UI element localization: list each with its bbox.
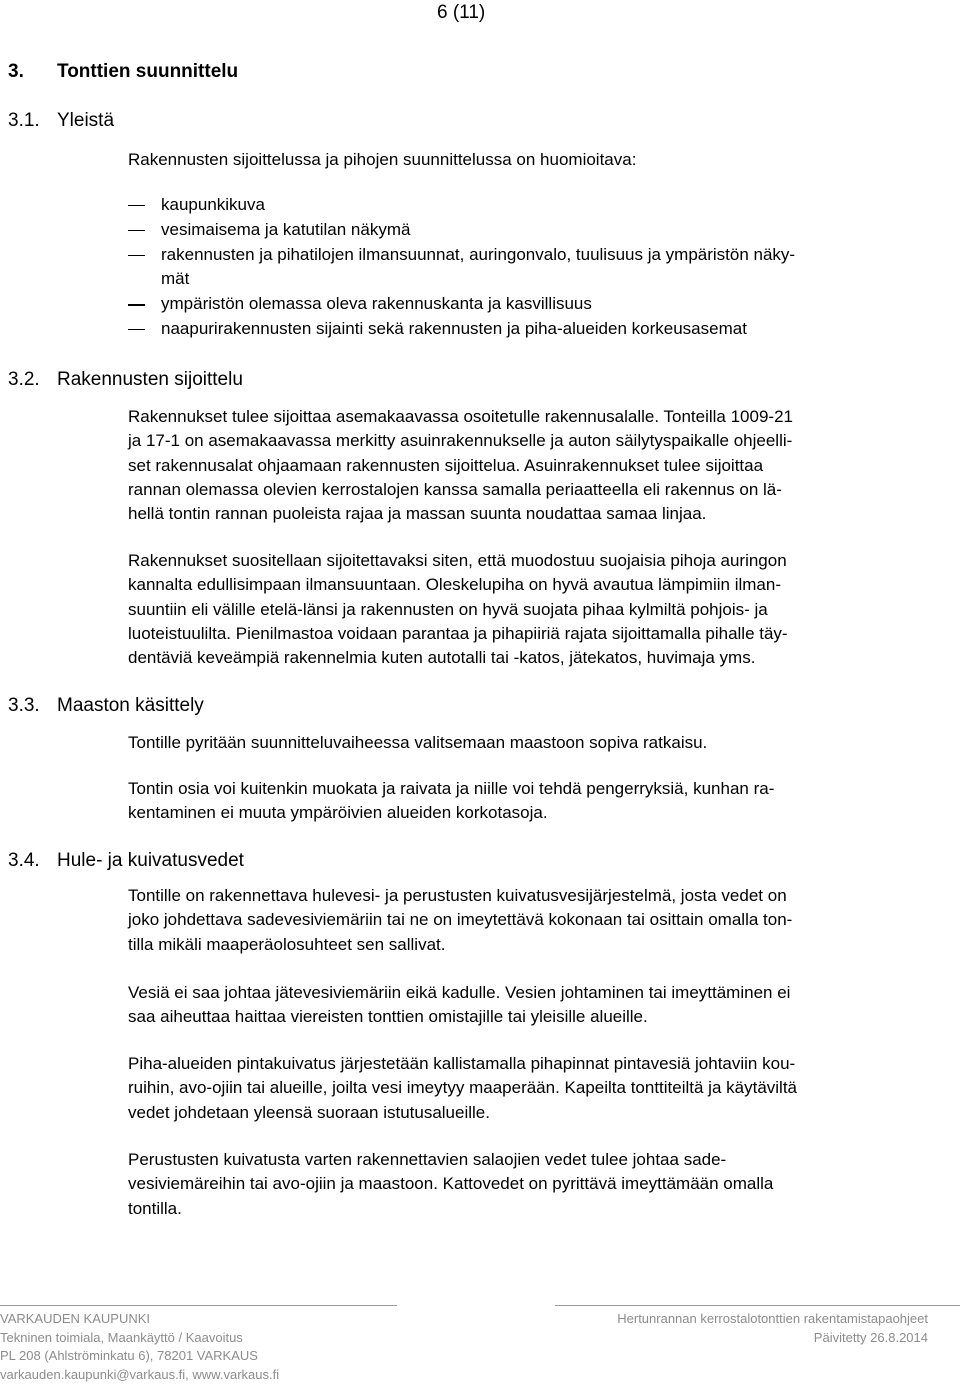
footer-document-info — [617, 1310, 928, 1347]
section-heading-3-4 — [8, 850, 244, 872]
paragraph: Tontin osia voi kuitenkin muokata ja raivata ja niille voi tehdä pengerryksiä, kunhan ra- kentaminen ei muuta ympäröivien alueiden korkotasoja. — [128, 777, 960, 826]
section-title: Maaston käsittely — [57, 695, 204, 716]
dash-bullet-icon — [128, 205, 145, 206]
section-number: 3.1. — [8, 110, 57, 132]
paragraph: Vesiä ei saa johtaa jätevesiviemäriin eikä kadulle. Vesien johtaminen tai imeyttäminen ei saa aiheuttaa haittaa viereisten tonttien omistajille tai yleisille alueille. — [128, 981, 960, 1030]
section-heading-3-3 — [8, 695, 204, 717]
list-item-text: naapurirakennusten sijainti sekä rakennusten ja piha-alueiden korkeusasemat — [161, 319, 747, 338]
list-item-text: kaupunkikuva — [161, 195, 265, 214]
paragraph: Rakennukset suositellaan sijoitettavaksi siten, että muodostuu suojaisia pihoja auringon kannalta edullisimpaan ilmansuuntaan. Oleskelupiha on hyvä avautua lämpimiin ilman- suuntiin eli välille etelä-länsi ja rakennusten on hyvä suojata pihaa kylmiltä pohjois- ja luoteistuulilta. Pienilmastoa voidaan parantaa ja pihapiiriä rajata sijoittamalla pihalle täy- dentäviä keveämpiä rakennelmia kuten autotalli tai -katos, jätekatos, huvimaja yms. — [128, 549, 960, 670]
footer-divider-left — [0, 1305, 397, 1306]
dash-bullet-icon — [128, 255, 145, 256]
consideration-list — [128, 193, 960, 342]
footer-department: Tekninen toimiala, Maankäyttö / Kaavoitus — [0, 1329, 279, 1348]
footer-updated-date: Päivitetty 26.8.2014 — [617, 1329, 928, 1348]
page-number: 6 (11) — [437, 2, 485, 24]
section-heading-3-1 — [8, 110, 114, 132]
section-title: Hule- ja kuivatusvedet — [57, 850, 244, 871]
footer-document-title: Hertunrannan kerrostalotonttien rakentamistapaohjeet — [617, 1310, 928, 1329]
list-item — [128, 243, 960, 293]
footer-address: PL 208 (Ahlströminkatu 6), 78201 VARKAUS — [0, 1347, 279, 1366]
chapter-number: 3. — [8, 61, 57, 83]
section-heading-3-2 — [8, 369, 243, 391]
section-intro: Rakennusten sijoittelussa ja pihojen suunnittelussa on huomioitava: — [128, 148, 636, 172]
section-number: 3.2. — [8, 369, 57, 391]
section-title: Rakennusten sijoittelu — [57, 369, 243, 390]
section-number: 3.4. — [8, 850, 57, 872]
chapter-title: Tonttien suunnittelu — [57, 61, 238, 82]
footer-organization — [0, 1310, 279, 1384]
dash-bullet-icon — [128, 329, 145, 330]
list-item — [128, 292, 960, 317]
dash-bullet-icon — [128, 230, 145, 231]
list-item — [128, 317, 960, 342]
paragraph: Tontille on rakennettava hulevesi- ja perustusten kuivatusvesijärjestelmä, josta vedet on joko johdettava sadevesiviemäriin tai ne on imeytettävä kokonaan tai osittain omalla ton- tilla mikäli maaperäolosuhteet sen sallivat. — [128, 884, 960, 957]
paragraph: Piha-alueiden pintakuivatus järjestetään kallistamalla pihapinnat pintavesiä johtaviin kou- ruihin, avo-ojiin tai alueille, joilta vesi imeytyy maaperään. Kapeilta tonttiteiltä ja käytäviltä vedet johdetaan yleensä suoraan istutusalueille. — [128, 1052, 960, 1125]
footer-contact: varkauden.kaupunki@varkaus.fi, www.varkaus.fi — [0, 1366, 279, 1384]
list-item-text: vesimaisema ja katutilan näkymä — [161, 220, 410, 239]
chapter-heading — [8, 61, 238, 83]
footer-divider-right — [555, 1305, 960, 1306]
list-item — [128, 218, 960, 243]
footer-org-name: VARKAUDEN KAUPUNKI — [0, 1310, 279, 1329]
dash-bullet-icon — [128, 304, 145, 305]
paragraph: Tontille pyritään suunnitteluvaiheessa valitsemaan maastoon sopiva ratkaisu. — [128, 731, 960, 755]
section-title: Yleistä — [57, 110, 114, 131]
list-item-text: rakennusten ja pihatilojen ilmansuunnat, auringonvalo, tuulisuus ja ympäristön näky- mät — [161, 245, 795, 289]
list-item — [128, 193, 960, 218]
paragraph: Rakennukset tulee sijoittaa asemakaavassa osoitetulle rakennusalalle. Tonteilla 1009-21 ja 17-1 on asemakaavassa merkitty asuinrakennukselle ja auton säilytyspaikalle ohjeelli- set rakennusalat ohjaamaan rakennusten sijoittelua. Asuinrakennukset tulee sijoittaa rannan olemassa olevien kerrostalojen kanssa samalla periaatteella eli rakennus on lä- hellä tontin rannan puoleista rajaa ja massan suunta noudattaa samaa linjaa. — [128, 405, 960, 526]
section-number: 3.3. — [8, 695, 57, 717]
list-item-text: ympäristön olemassa oleva rakennuskanta ja kasvillisuus — [161, 294, 592, 313]
paragraph: Perustusten kuivatusta varten rakennettavien salaojien vedet tulee johtaa sade- vesiviemäreihin tai avo-ojiin ja maastoon. Kattovedet on pyrittävä imeyttämään omalla tontilla. — [128, 1148, 960, 1221]
